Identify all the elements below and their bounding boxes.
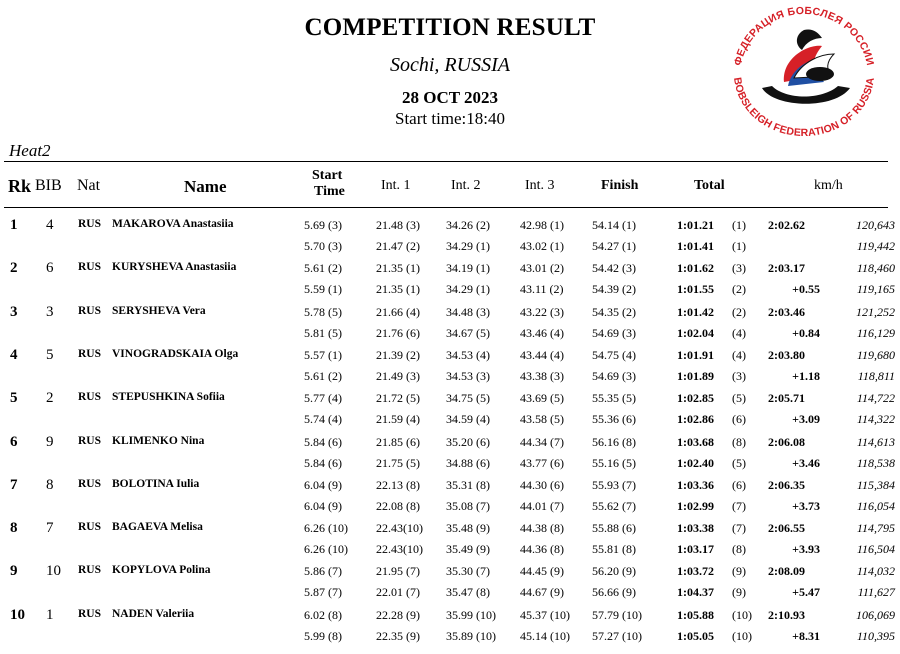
r1-extra-cell: 2:10.93	[768, 607, 805, 622]
bib-cell: 7	[46, 520, 54, 537]
r2-start-cell: 6.04 (9)	[304, 498, 342, 513]
r2-total-cell: 1:02.40	[677, 455, 714, 470]
r1-trank-cell: (7)	[732, 521, 746, 536]
r1-total-cell: 1:02.85	[677, 391, 714, 406]
r2-int2-cell: 34.29 (1)	[446, 239, 490, 253]
r2-int2-cell: 35.89 (10)	[446, 628, 496, 643]
r1-int3-cell: 44.34 (7)	[520, 434, 564, 449]
rank-cell: 4	[10, 346, 18, 363]
r2-trank-cell: (8)	[732, 542, 746, 557]
r2-int2-cell: 35.08 (7)	[446, 498, 490, 513]
r2-int1-cell: 22.35 (9)	[376, 628, 420, 643]
r2-trank-cell: (7)	[732, 498, 746, 513]
r2-finish-cell: 54.69 (3)	[592, 325, 636, 340]
r1-int1-cell: 21.35 (1)	[376, 261, 420, 276]
r1-start-cell: 5.86 (7)	[304, 564, 342, 579]
r2-start-cell: 5.84 (6)	[304, 455, 342, 470]
r1-int2-cell: 34.75 (5)	[446, 391, 490, 406]
r1-extra-cell: 2:06.55	[768, 521, 805, 536]
r1-int2-cell: 35.99 (10)	[446, 607, 496, 622]
r1-int2-cell: 34.53 (4)	[446, 347, 490, 362]
rank-cell: 10	[10, 606, 25, 623]
r1-int1-cell: 21.66 (4)	[376, 304, 420, 319]
rank-cell: 3	[10, 303, 18, 320]
r2-int2-cell: 34.88 (6)	[446, 455, 490, 470]
r2-int3-cell: 43.38 (3)	[520, 368, 564, 383]
col-total: Total	[694, 178, 725, 193]
table-row	[0, 606, 900, 643]
bib-cell: 10	[46, 563, 61, 580]
r1-kmh-cell: 115,384	[856, 477, 895, 492]
r1-start-cell: 5.77 (4)	[304, 391, 342, 406]
r2-finish-cell: 55.16 (5)	[592, 455, 636, 470]
table-row	[0, 260, 900, 297]
r1-start-cell: 5.78 (5)	[304, 304, 342, 319]
r1-extra-cell: 2:08.09	[768, 564, 805, 579]
r2-total-cell: 1:01.41	[677, 239, 714, 253]
r2-trank-cell: (9)	[732, 585, 746, 600]
r2-kmh-cell: 118,538	[856, 455, 895, 470]
event-date: 28 OCT 2023	[401, 88, 499, 107]
r1-int2-cell: 34.26 (2)	[446, 218, 490, 232]
athlete-name: BAGAEVA Melisa	[112, 521, 203, 534]
r2-trank-cell: (10)	[732, 628, 752, 643]
r2-total-cell: 1:01.55	[677, 282, 714, 297]
bib-cell: 3	[46, 303, 54, 320]
r1-int1-cell: 21.72 (5)	[376, 391, 420, 406]
r2-int2-cell: 34.59 (4)	[446, 412, 490, 427]
r2-start-cell: 5.87 (7)	[304, 585, 342, 600]
r1-int3-cell: 44.45 (9)	[520, 564, 564, 579]
r2-int3-cell: 44.67 (9)	[520, 585, 564, 600]
r2-total-cell: 1:01.89	[677, 368, 714, 383]
r1-finish-cell: 54.42 (3)	[592, 261, 636, 276]
col-start-line2: Time	[314, 184, 345, 199]
r1-total-cell: 1:01.21	[677, 218, 714, 232]
col-name: Name	[184, 177, 227, 196]
rank-cell: 2	[10, 260, 18, 277]
r2-int1-cell: 22.01 (7)	[376, 585, 420, 600]
rank-cell: 9	[10, 563, 18, 580]
r1-start-cell: 5.69 (3)	[304, 218, 342, 232]
bib-cell: 1	[46, 606, 54, 623]
r2-trank-cell: (5)	[732, 455, 746, 470]
r1-start-cell: 5.57 (1)	[304, 347, 342, 362]
r2-int3-cell: 43.77 (6)	[520, 455, 564, 470]
r2-extra-cell: +3.93	[792, 542, 820, 557]
athlete-name: KURYSHEVA Anastasiia	[112, 261, 237, 274]
col-kmh: km/h	[814, 178, 843, 193]
rank-cell: 7	[10, 476, 18, 493]
r2-int1-cell: 21.76 (6)	[376, 325, 420, 340]
document-title: COMPETITION RESULT	[304, 14, 596, 41]
nat-cell: RUS	[78, 218, 102, 230]
r2-finish-cell: 57.27 (10)	[592, 628, 642, 643]
federation-logo	[722, 4, 886, 138]
r1-trank-cell: (8)	[732, 434, 746, 449]
r1-int3-cell: 45.37 (10)	[520, 607, 570, 622]
r2-kmh-cell: 116,129	[856, 325, 895, 340]
nat-cell: RUS	[78, 261, 102, 274]
rank-cell: 1	[10, 217, 18, 233]
r2-total-cell: 1:02.04	[677, 325, 714, 340]
bib-cell: 5	[46, 346, 54, 363]
col-nat: Nat	[77, 177, 101, 194]
r2-kmh-cell: 118,811	[857, 368, 895, 383]
r1-kmh-cell: 114,795	[856, 521, 895, 536]
r2-extra-cell: +8.31	[792, 628, 820, 643]
r1-finish-cell: 57.79 (10)	[592, 607, 642, 622]
r2-start-cell: 5.99 (8)	[304, 628, 342, 643]
r2-start-cell: 5.59 (1)	[304, 282, 342, 297]
r1-int2-cell: 35.31 (8)	[446, 477, 490, 492]
r2-kmh-cell: 119,165	[856, 282, 895, 297]
r2-total-cell: 1:02.86	[677, 412, 714, 427]
athlete-name: KOPYLOVA Polina	[112, 564, 211, 577]
rank-cell: 6	[10, 433, 18, 450]
r2-int1-cell: 21.49 (3)	[376, 368, 420, 383]
r1-finish-cell: 54.35 (2)	[592, 304, 636, 319]
r1-trank-cell: (4)	[732, 347, 746, 362]
r2-extra-cell: +0.84	[792, 325, 820, 340]
r1-trank-cell: (5)	[732, 391, 746, 406]
table-header	[0, 164, 900, 208]
r1-int2-cell: 35.20 (6)	[446, 434, 490, 449]
r2-finish-cell: 55.81 (8)	[592, 542, 636, 557]
col-rk: Rk	[8, 176, 32, 196]
r1-finish-cell: 55.88 (6)	[592, 521, 636, 536]
r2-int3-cell: 43.58 (5)	[520, 412, 564, 427]
r2-extra-cell: +0.55	[792, 282, 820, 297]
bib-cell: 4	[46, 217, 54, 233]
nat-cell: RUS	[78, 564, 102, 577]
r2-start-cell: 5.61 (2)	[304, 368, 342, 383]
nat-cell: RUS	[78, 607, 102, 620]
r1-total-cell: 1:03.68	[677, 434, 714, 449]
r1-kmh-cell: 120,643	[856, 218, 895, 232]
r1-total-cell: 1:01.42	[677, 304, 714, 319]
r1-finish-cell: 55.35 (5)	[592, 391, 636, 406]
r1-kmh-cell: 114,613	[856, 434, 895, 449]
r1-int2-cell: 34.19 (1)	[446, 261, 490, 276]
athlete-name: VINOGRADSKAIA Olga	[112, 347, 239, 360]
r1-trank-cell: (3)	[732, 261, 746, 276]
r2-int3-cell: 44.36 (8)	[520, 542, 564, 557]
r2-finish-cell: 55.36 (6)	[592, 412, 636, 427]
r1-kmh-cell: 119,680	[856, 347, 895, 362]
r2-kmh-cell: 114,322	[856, 412, 895, 427]
r2-int1-cell: 21.47 (2)	[376, 239, 420, 253]
r1-int1-cell: 22.28 (9)	[376, 607, 420, 622]
start-time: Start time:18:40	[394, 109, 506, 128]
r2-trank-cell: (3)	[732, 368, 746, 383]
table-row	[0, 346, 900, 383]
r2-start-cell: 6.26 (10)	[304, 542, 348, 557]
r1-extra-cell: 2:06.08	[768, 434, 805, 449]
r1-trank-cell: (1)	[732, 218, 746, 232]
bib-cell: 6	[46, 260, 54, 277]
svg-text:BOBSLEIGH FEDERATION OF RUSSIA	[731, 76, 877, 138]
r1-int1-cell: 21.95 (7)	[376, 564, 420, 579]
r1-extra-cell: 2:06.35	[768, 477, 805, 492]
table-row	[0, 303, 900, 340]
r2-total-cell: 1:03.17	[677, 542, 714, 557]
r2-kmh-cell: 119,442	[856, 239, 895, 253]
r2-int1-cell: 21.35 (1)	[376, 282, 420, 297]
r2-trank-cell: (6)	[732, 412, 746, 427]
r2-trank-cell: (4)	[732, 325, 746, 340]
athlete-name: SERYSHEVA Vera	[112, 304, 206, 317]
r2-kmh-cell: 116,504	[856, 542, 895, 557]
bobsled-emblem-icon	[762, 29, 850, 103]
r1-finish-cell: 56.20 (9)	[592, 564, 636, 579]
r1-int3-cell: 44.30 (6)	[520, 477, 564, 492]
athlete-name: STEPUSHKINA Sofiia	[112, 391, 225, 404]
col-start-line1: Start	[312, 168, 343, 183]
r2-trank-cell: (1)	[732, 239, 746, 253]
r2-int2-cell: 35.47 (8)	[446, 585, 490, 600]
athlete-name: MAKAROVA Anastasiia	[112, 218, 234, 230]
nat-cell: RUS	[78, 391, 102, 404]
rank-cell: 5	[10, 390, 18, 407]
rank-cell: 8	[10, 520, 18, 537]
r2-extra-cell: +5.47	[792, 585, 820, 600]
r1-trank-cell: (2)	[732, 304, 746, 319]
r2-kmh-cell: 116,054	[856, 498, 895, 513]
r2-int2-cell: 34.53 (3)	[446, 368, 490, 383]
r2-start-cell: 5.70 (3)	[304, 239, 342, 253]
r1-total-cell: 1:03.38	[677, 521, 714, 536]
r2-int1-cell: 22.08 (8)	[376, 498, 420, 513]
r1-int3-cell: 44.38 (8)	[520, 521, 564, 536]
header-rule	[4, 207, 888, 208]
r1-total-cell: 1:03.36	[677, 477, 714, 492]
r1-extra-cell: 2:03.17	[768, 261, 805, 276]
r1-kmh-cell: 114,032	[856, 564, 895, 579]
logo-text-bottom: BOBSLEIGH FEDERATION OF RUSSIA	[731, 76, 877, 138]
r1-trank-cell: (9)	[732, 564, 746, 579]
table-row	[0, 433, 900, 470]
r1-int3-cell: 43.69 (5)	[520, 391, 564, 406]
bib-cell: 8	[46, 476, 54, 493]
col-int3: Int. 3	[525, 178, 555, 193]
r2-int2-cell: 34.67 (5)	[446, 325, 490, 340]
location: Sochi, RUSSIA	[390, 54, 510, 76]
nat-cell: RUS	[78, 477, 102, 490]
r2-extra-cell: +3.73	[792, 498, 820, 513]
r1-extra-cell: 2:02.62	[768, 218, 805, 232]
r2-total-cell: 1:05.05	[677, 628, 714, 643]
nat-cell: RUS	[78, 434, 102, 447]
r2-finish-cell: 54.39 (2)	[592, 282, 636, 297]
r2-kmh-cell: 110,395	[856, 628, 895, 643]
r2-finish-cell: 54.27 (1)	[592, 239, 636, 253]
r2-extra-cell: +3.09	[792, 412, 820, 427]
r1-int2-cell: 35.48 (9)	[446, 521, 490, 536]
r1-kmh-cell: 106,069	[856, 607, 895, 622]
nat-cell: RUS	[78, 521, 102, 534]
r1-total-cell: 1:01.62	[677, 261, 714, 276]
r1-extra-cell: 2:05.71	[768, 391, 805, 406]
r2-int3-cell: 43.11 (2)	[520, 282, 564, 297]
r2-finish-cell: 56.66 (9)	[592, 585, 636, 600]
r1-start-cell: 6.26 (10)	[304, 521, 348, 536]
r2-int2-cell: 35.49 (9)	[446, 542, 490, 557]
r2-start-cell: 5.81 (5)	[304, 325, 342, 340]
col-int1: Int. 1	[381, 178, 411, 193]
r1-trank-cell: (10)	[732, 607, 752, 622]
r1-start-cell: 6.02 (8)	[304, 607, 342, 622]
r2-int3-cell: 43.46 (4)	[520, 325, 564, 340]
r1-total-cell: 1:03.72	[677, 564, 714, 579]
heat-label: Heat2	[9, 141, 51, 160]
table-row	[0, 390, 900, 427]
nat-cell: RUS	[78, 347, 102, 360]
r2-int1-cell: 21.75 (5)	[376, 455, 420, 470]
r1-kmh-cell: 118,460	[856, 261, 895, 276]
r1-kmh-cell: 114,722	[856, 391, 895, 406]
r1-int1-cell: 22.13 (8)	[376, 477, 420, 492]
r1-start-cell: 6.04 (9)	[304, 477, 342, 492]
r1-extra-cell: 2:03.46	[768, 304, 805, 319]
r1-extra-cell: 2:03.80	[768, 347, 805, 362]
r1-finish-cell: 54.14 (1)	[592, 218, 636, 232]
r1-finish-cell: 54.75 (4)	[592, 347, 636, 362]
r2-finish-cell: 54.69 (3)	[592, 368, 636, 383]
r2-total-cell: 1:02.99	[677, 498, 714, 513]
table-row	[0, 476, 900, 513]
r1-int3-cell: 43.22 (3)	[520, 304, 564, 319]
r2-int1-cell: 22.43(10)	[376, 542, 423, 557]
col-finish: Finish	[601, 178, 639, 193]
bib-cell: 9	[46, 433, 54, 450]
r2-kmh-cell: 111,627	[857, 585, 895, 600]
r1-total-cell: 1:05.88	[677, 607, 714, 622]
r1-trank-cell: (6)	[732, 477, 746, 492]
r1-int3-cell: 42.98 (1)	[520, 218, 564, 232]
r2-int2-cell: 34.29 (1)	[446, 282, 490, 297]
athlete-name: NADEN Valeriia	[112, 607, 195, 620]
r2-int3-cell: 45.14 (10)	[520, 628, 570, 643]
r1-start-cell: 5.61 (2)	[304, 261, 342, 276]
top-rule	[4, 161, 888, 162]
r1-int3-cell: 43.44 (4)	[520, 347, 564, 362]
r1-int2-cell: 34.48 (3)	[446, 304, 490, 319]
r2-int3-cell: 43.02 (1)	[520, 239, 564, 253]
r2-trank-cell: (2)	[732, 282, 746, 297]
r2-finish-cell: 55.62 (7)	[592, 498, 636, 513]
nat-cell: RUS	[78, 304, 102, 317]
r2-extra-cell: +1.18	[792, 368, 820, 383]
logo-text-top: ФЕДЕРАЦИЯ БОБСЛЕЯ РОССИИ	[731, 4, 877, 67]
table-row	[0, 520, 900, 557]
r1-int1-cell: 21.48 (3)	[376, 218, 420, 232]
r1-int1-cell: 21.85 (6)	[376, 434, 420, 449]
r1-finish-cell: 55.93 (7)	[592, 477, 636, 492]
r1-int2-cell: 35.30 (7)	[446, 564, 490, 579]
r2-total-cell: 1:04.37	[677, 585, 714, 600]
r2-int3-cell: 44.01 (7)	[520, 498, 564, 513]
r2-extra-cell: +3.46	[792, 455, 820, 470]
col-int2: Int. 2	[451, 178, 481, 193]
table-row	[0, 563, 900, 600]
r1-kmh-cell: 121,252	[856, 304, 895, 319]
table-row	[0, 217, 900, 253]
col-bib: BIB	[35, 177, 62, 194]
bib-cell: 2	[46, 390, 54, 407]
r2-start-cell: 5.74 (4)	[304, 412, 342, 427]
r1-total-cell: 1:01.91	[677, 347, 714, 362]
r1-finish-cell: 56.16 (8)	[592, 434, 636, 449]
r1-int3-cell: 43.01 (2)	[520, 261, 564, 276]
athlete-name: BOLOTINA Iulia	[112, 477, 200, 490]
r1-int1-cell: 21.39 (2)	[376, 347, 420, 362]
athlete-name: KLIMENKO Nina	[112, 434, 205, 447]
r2-int1-cell: 21.59 (4)	[376, 412, 420, 427]
r1-int1-cell: 22.43(10)	[376, 521, 423, 536]
r1-start-cell: 5.84 (6)	[304, 434, 342, 449]
